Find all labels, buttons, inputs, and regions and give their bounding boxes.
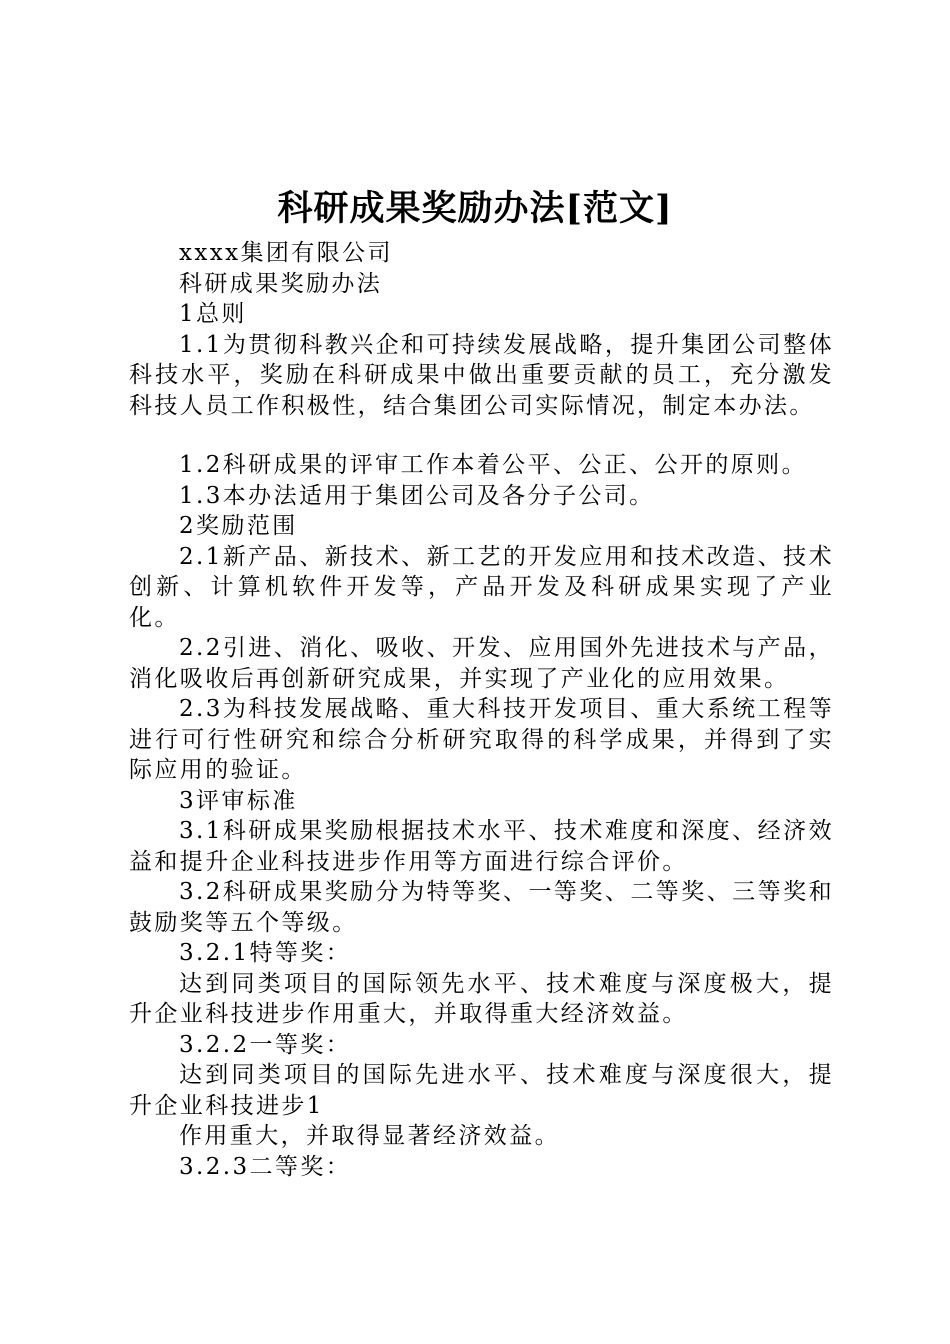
heading-3-2-1: 3.2.1特等奖： [179, 940, 352, 966]
document-title: 科研成果奖励办法[范文] [277, 188, 673, 229]
heading-3-2-3: 3.2.3二等奖： [179, 1153, 352, 1180]
heading-3-2-2: 3.2.2一等奖： [179, 1031, 352, 1058]
paragraph-3-2: 3.2科研成果奖励分为特等奖、一等奖、二等奖、三等奖和鼓励奖等五个等级。 [129, 879, 834, 936]
paragraph-1-2: 1.2科研成果的评审工作本着公平、公正、公开的原则。 [179, 452, 807, 478]
paragraph-2-1: 2.1新产品、新技术、新工艺的开发应用和技术改造、技术创新、计算机软件开发等，产品开发及科研成果实现了产业化。 [129, 543, 834, 631]
paragraph-3-1: 3.1科研成果奖励根据技术水平、技术难度和深度、经济效益和提升企业科技进步作用等方面进行综合评价。 [129, 818, 834, 875]
heading-section-2: 2奖励范围 [179, 513, 298, 539]
paragraph-subtitle: 科研成果奖励办法 [179, 270, 383, 297]
paragraph-3-2-2-continued: 作用重大，并取得显著经济效益。 [179, 1123, 560, 1149]
paragraph-3-2-2: 达到同类项目的国际先进水平、技术难度与深度很大，提升企业科技进步1 [129, 1062, 834, 1119]
paragraph-2-3: 2.3为科技发展战略、重大科技开发项目、重大系统工程等进行可行性研究和综合分析研究取得的科学成果，并得到了实际应用的验证。 [129, 696, 834, 783]
paragraph-1-1: 1.1为贯彻科教兴企和可持续发展战略，提升集团公司整体科技水平，奖励在科研成果中做出重要贡献的员工，充分激发科技人员工作积极性，结合集团公司实际情况，制定本办法。 [129, 331, 834, 419]
heading-section-3: 3评审标准 [179, 787, 298, 814]
paragraph-2-2: 2.2引进、消化、吸收、开发、应用国外先进技术与产品，消化吸收后再创新研究成果，并实现了产业化的应用效果。 [129, 635, 834, 692]
document-body [129, 238, 834, 1182]
paragraph-3-2-1: 达到同类项目的国际领先水平、技术难度与深度极大，提升企业科技进步作用重大，并取得重大经济效益。 [129, 970, 834, 1027]
paragraph-company: xxxx集团有限公司 [179, 240, 393, 266]
heading-section-1: 1总则 [179, 301, 247, 327]
paragraph-1-3: 1.3本办法适用于集团公司及各分子公司。 [179, 482, 655, 509]
